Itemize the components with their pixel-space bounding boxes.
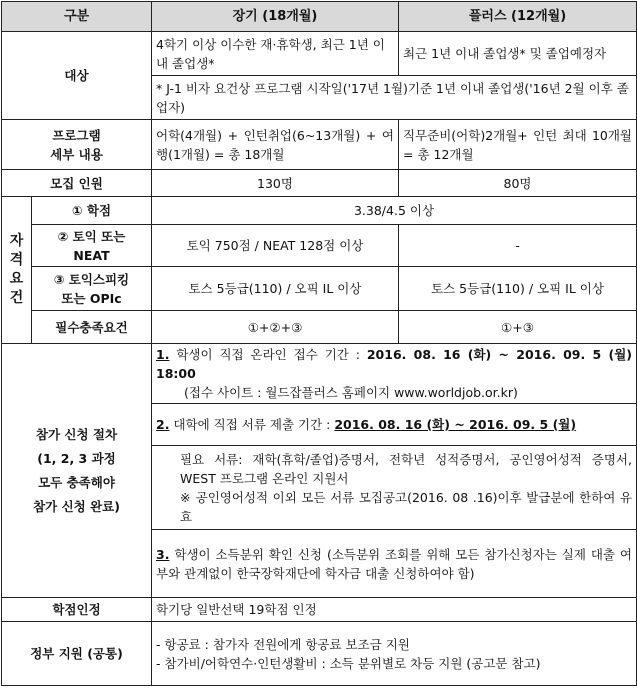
- step2-number: 2.: [156, 417, 170, 432]
- recruit-plus: 80명: [399, 170, 637, 197]
- toeic-label: [32, 225, 152, 267]
- required-row: [2, 311, 637, 344]
- credit-label: 학점인정: [2, 598, 152, 622]
- side-char-2: 격: [9, 252, 24, 268]
- gpa-value: 3.38/4.5 이상: [152, 197, 637, 225]
- header-plus: 플러스 (12개월): [399, 2, 637, 32]
- program-plus: 직무준비(어학)2개월+ 인턴 최대 10개월 = 총 12개월: [399, 120, 637, 170]
- speaking-long: 토스 5등급(110) / 오픽 IL 이상: [152, 267, 399, 311]
- procedure-label-line3: 모두 충족해야: [38, 474, 115, 490]
- step1-number: 1.: [156, 347, 170, 362]
- step1-site: (접수 사이트 : 월드잡플러스 홈페이지 www.worldjob.or.kr): [184, 385, 518, 400]
- header-category: 구분: [2, 2, 152, 32]
- speaking-label-line1: ③ 토익스피킹: [53, 271, 130, 287]
- support-item-2: - 참가비/어학연수·인턴생활비 : 소득 분위별로 차등 지원 (공고문 참고): [156, 655, 541, 671]
- recruit-row: [2, 170, 637, 197]
- toeic-row: [2, 225, 637, 267]
- program-comparison-table: [1, 1, 637, 686]
- required-label: 필수충족요건: [32, 311, 152, 344]
- side-char-3: 요: [9, 271, 24, 287]
- step1-text: 학생이 직접 온라인 접수 기간 :: [176, 347, 367, 362]
- program-label: [2, 120, 152, 170]
- procedure-row-1: [2, 344, 637, 404]
- gpa-label: ① 학점: [32, 197, 152, 225]
- side-char-4: 건: [9, 290, 24, 306]
- target-label: 대상: [2, 32, 152, 120]
- speaking-row: [2, 267, 637, 311]
- target-row-1: [2, 32, 637, 76]
- support-item-1: - 항공료 : 참가자 전원에게 항공료 보조금 지원: [156, 636, 410, 652]
- credit-row: [2, 598, 637, 622]
- program-row: [2, 120, 637, 170]
- procedure-label: [2, 344, 152, 598]
- required-long: ①+②+③: [152, 311, 399, 344]
- qualification-side-label: [2, 197, 32, 344]
- support-label: 정부 지원 (공통): [2, 622, 152, 686]
- support-value: [152, 622, 637, 686]
- procedure-step1: [152, 344, 637, 404]
- header-long-term: 장기 (18개월): [152, 2, 399, 32]
- toeic-long: 토익 750점 / NEAT 128점 이상: [152, 225, 399, 267]
- procedure-label-line1: 참가 신청 절차: [35, 426, 118, 442]
- speaking-plus: 토스 5등급(110) / 오픽 IL 이상: [399, 267, 637, 311]
- procedure-label-line4: 참가 신청 완료): [33, 498, 120, 514]
- required-plus: ①+③: [399, 311, 637, 344]
- toeic-label-line1: ② 토익 또는: [57, 228, 126, 244]
- program-label-line2: 세부 내용: [50, 146, 103, 162]
- step2-dates: 2016. 08. 16 (화) ~ 2016. 09. 5 (월): [334, 417, 577, 432]
- recruit-long: 130명: [152, 170, 399, 197]
- gpa-row: [2, 197, 637, 225]
- program-label-line1: 프로그램: [52, 127, 101, 143]
- speaking-label-line2: 또는 OPIc: [61, 290, 122, 306]
- support-row: [2, 622, 637, 686]
- speaking-label: [32, 267, 152, 311]
- target-plus: 최근 1년 이내 졸업생* 및 졸업예정자: [399, 32, 637, 76]
- step2-text: 대학에 직접 서류 제출 기간 :: [173, 417, 335, 432]
- procedure-label-line2: (1, 2, 3 과정: [37, 450, 116, 466]
- docs-note: ※ 공인영어성적 이외 모든 서류 모집공고(2016. 08 .16)이후 발급분에 한하여 유효: [180, 489, 632, 524]
- toeic-label-line2: NEAT: [73, 247, 110, 263]
- step1-dates: 2016. 08. 16 (화) ~ 2016. 09. 5 (월) 18:00: [156, 347, 632, 381]
- procedure-step3: [152, 530, 637, 598]
- credit-value: 학기당 일반선택 19학점 인정: [152, 598, 637, 622]
- side-char-1: 자: [9, 233, 24, 249]
- step3-number: 3.: [156, 546, 170, 562]
- target-long: 4학기 이상 이수한 재·휴학생, 최근 1년 이내 졸업생*: [152, 32, 399, 76]
- procedure-step2: [152, 404, 637, 446]
- program-long: 어학(4개월) + 인턴취업(6~13개월) + 여행(1개월) = 총 18개월: [152, 120, 399, 170]
- toeic-plus: -: [399, 225, 637, 267]
- recruit-label: 모집 인원: [2, 170, 152, 197]
- step3-text: 학생이 소득분위 확인 신청 (소득분위 조회를 위해 모든 참가신청자는 실제 대출 여부와 관계없이 한국장학재단에 학자금 대출 신청하여야 함): [156, 546, 632, 581]
- docs-text: 필요 서류: 재학(휴학/졸업)증명서, 전학년 성적증명서, 공인영어성적 증명서, WEST 프로그램 온라인 지원서: [180, 451, 632, 486]
- procedure-docs: [152, 446, 637, 530]
- table-header-row: [2, 2, 637, 32]
- target-note: * J-1 비자 요건상 프로그램 시작일('17년 1월)기준 1년 이내 졸업생('16년 2월 이후 졸업자): [152, 76, 637, 120]
